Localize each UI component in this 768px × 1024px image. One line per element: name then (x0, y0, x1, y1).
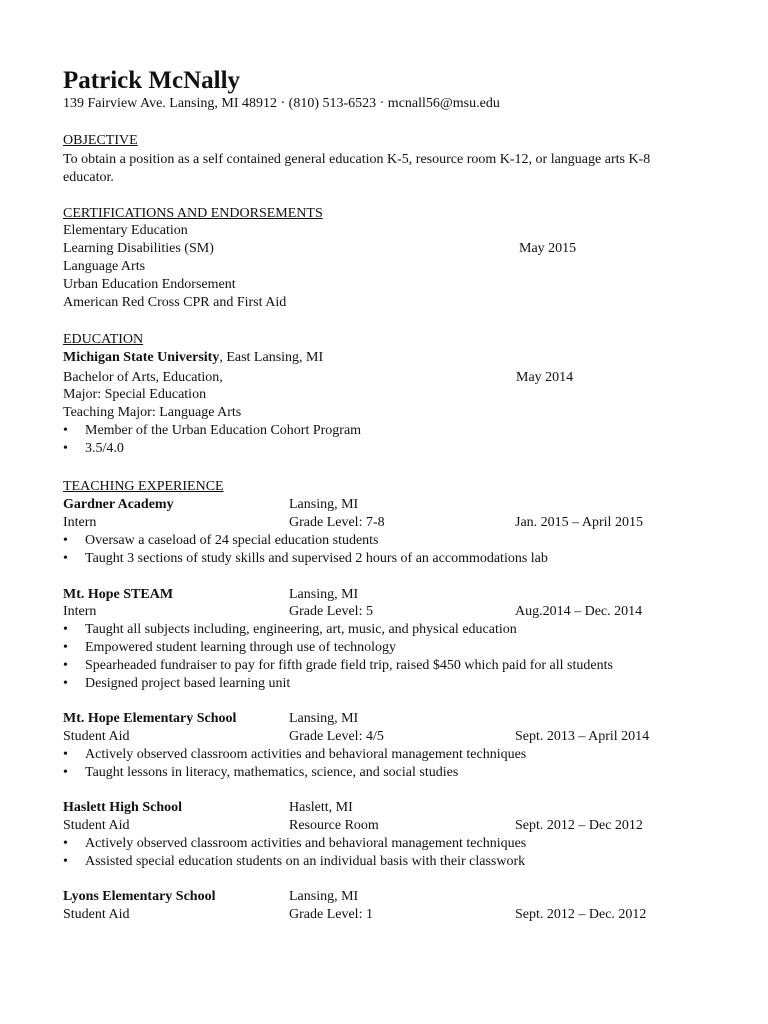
teaching-major: Teaching Major: Language Arts (63, 405, 242, 420)
major: Major: Special Education (63, 387, 207, 402)
bullet-icon: • (63, 676, 68, 691)
bullet-icon: • (63, 622, 68, 637)
job-role: Intern (63, 604, 97, 619)
degree: Bachelor of Arts, Education, (63, 370, 223, 385)
bullet-icon: • (63, 836, 68, 851)
job-location: Lansing, MI (289, 497, 359, 512)
job-detail: Grade Level: 7-8 (289, 515, 385, 530)
certification-item: Urban Education Endorsement (63, 277, 236, 292)
certification-date: May 2015 (519, 241, 577, 256)
bullet-icon: • (63, 441, 68, 456)
job-detail: Grade Level: 5 (289, 604, 373, 619)
objective-line-1: To obtain a position as a self contained general education K-5, resource room K-12, or language arts K-8 (63, 152, 651, 167)
job-org: Mt. Hope STEAM (63, 587, 174, 602)
job-org: Gardner Academy (63, 497, 174, 512)
certification-item: American Red Cross CPR and First Aid (63, 295, 287, 310)
bullet-icon: • (63, 533, 68, 548)
job-dates: Sept. 2012 – Dec. 2012 (515, 907, 647, 922)
bullet-icon: • (63, 747, 68, 762)
school-name: Michigan State University (63, 350, 220, 365)
bullet-icon: • (63, 658, 68, 673)
degree-date: May 2014 (516, 370, 574, 385)
certification-item: Elementary Education (63, 223, 188, 238)
job-location: Lansing, MI (289, 587, 359, 602)
job-detail: Resource Room (289, 818, 379, 833)
job-location: Lansing, MI (289, 889, 359, 904)
job-dates: Sept. 2012 – Dec 2012 (515, 818, 643, 833)
bullet-icon: • (63, 640, 68, 655)
job-role: Student Aid (63, 818, 130, 833)
resume-page: Patrick McNally 139 Fairview Ave. Lansing, MI 48912 · (810) 513-6523 · mcnall56@msu.edu OBJECTIVE To obtain a position as a self contained general education K-5, resource room K-12, or language arts K-8 educator. CERTIFICATIONS AND ENDORSEMENTS Elementary Education Learning Disabilities (SM) May 2015 Language Arts Urban Education Endorsement American Red Cross CPR and First Aid EDUCATION Michigan State University, East Lansing, MI Bachelor of Arts, Education, May 2014 Major: Special Education Teaching Major: Language Arts • Member of the Urban Education Cohort Program • 3.5/4.0 TEACHING EXPERIENCE Gardner Academy Lansing, MI Intern Grade Level: 7-8 Jan. 2015 – April 2015 • Oversaw a caseload of 24 special education students • Taught 3 sections of study skills and supervised 2 hours of an accommodations lab Mt. Hope STEAM Lansing, MI Intern Grade Level: 5 Aug.2014 – Dec. 2014 • Taught all subjects including, engineering, art, music, and physical education • Empowered student learning through use of technology • Spearheaded fundraiser to pay for fifth grade field trip, raised $450 which paid for all students • Designed project based learning unit Mt. Hope Elementary School Lansing, MI Student Aid Grade Level: 4/5 Sept. 2013 – April 2014 • Actively observed classroom activities and behavioral management techniques • Taught lessons in literacy, mathematics, science, and social studies Haslett High School Haslett, MI Student Aid Resource Room Sept. 2012 – Dec 2012 • Actively observed classroom activities and behavioral management techniques • Assisted special education students on an individual basis with their classwork Lyons Elementary School Lansing, MI Student Aid Grade Level: 1 Sept. 2012 – Dec. 2012 (63, 67, 651, 922)
objective-line-2: educator. (63, 170, 114, 185)
job-org: Lyons Elementary School (63, 889, 216, 904)
resume-name: Patrick McNally (63, 67, 241, 94)
objective-heading: OBJECTIVE (63, 133, 138, 148)
job-detail: Grade Level: 1 (289, 907, 373, 922)
school-location: , East Lansing, MI (219, 350, 324, 365)
job-dates: Aug.2014 – Dec. 2014 (515, 604, 643, 619)
experience-heading: TEACHING EXPERIENCE (63, 479, 224, 494)
bullet-icon: • (63, 854, 68, 869)
bullet-icon: • (63, 765, 68, 780)
certifications-heading: CERTIFICATIONS AND ENDORSEMENTS (63, 206, 323, 221)
job-location: Lansing, MI (289, 711, 359, 726)
education-heading: EDUCATION (63, 332, 144, 347)
bullet-icon: • (63, 423, 68, 438)
education-school-line (63, 349, 323, 367)
job-org: Mt. Hope Elementary School (63, 711, 237, 726)
certification-item: Learning Disabilities (SM) (63, 241, 214, 256)
bullet-icon: • (63, 551, 68, 566)
job-dates: Jan. 2015 – April 2015 (515, 515, 643, 530)
job-role: Student Aid (63, 907, 130, 922)
job-dates: Sept. 2013 – April 2014 (515, 729, 650, 744)
certification-item: Language Arts (63, 259, 146, 274)
job-org: Haslett High School (63, 800, 183, 815)
job-role: Student Aid (63, 729, 130, 744)
job-role: Intern (63, 515, 97, 530)
job-detail: Grade Level: 4/5 (289, 729, 384, 744)
contact-line: 139 Fairview Ave. Lansing, MI 48912 · (810) 513-6523 · mcnall56@msu.edu (63, 96, 500, 111)
job-location: Haslett, MI (289, 800, 353, 815)
